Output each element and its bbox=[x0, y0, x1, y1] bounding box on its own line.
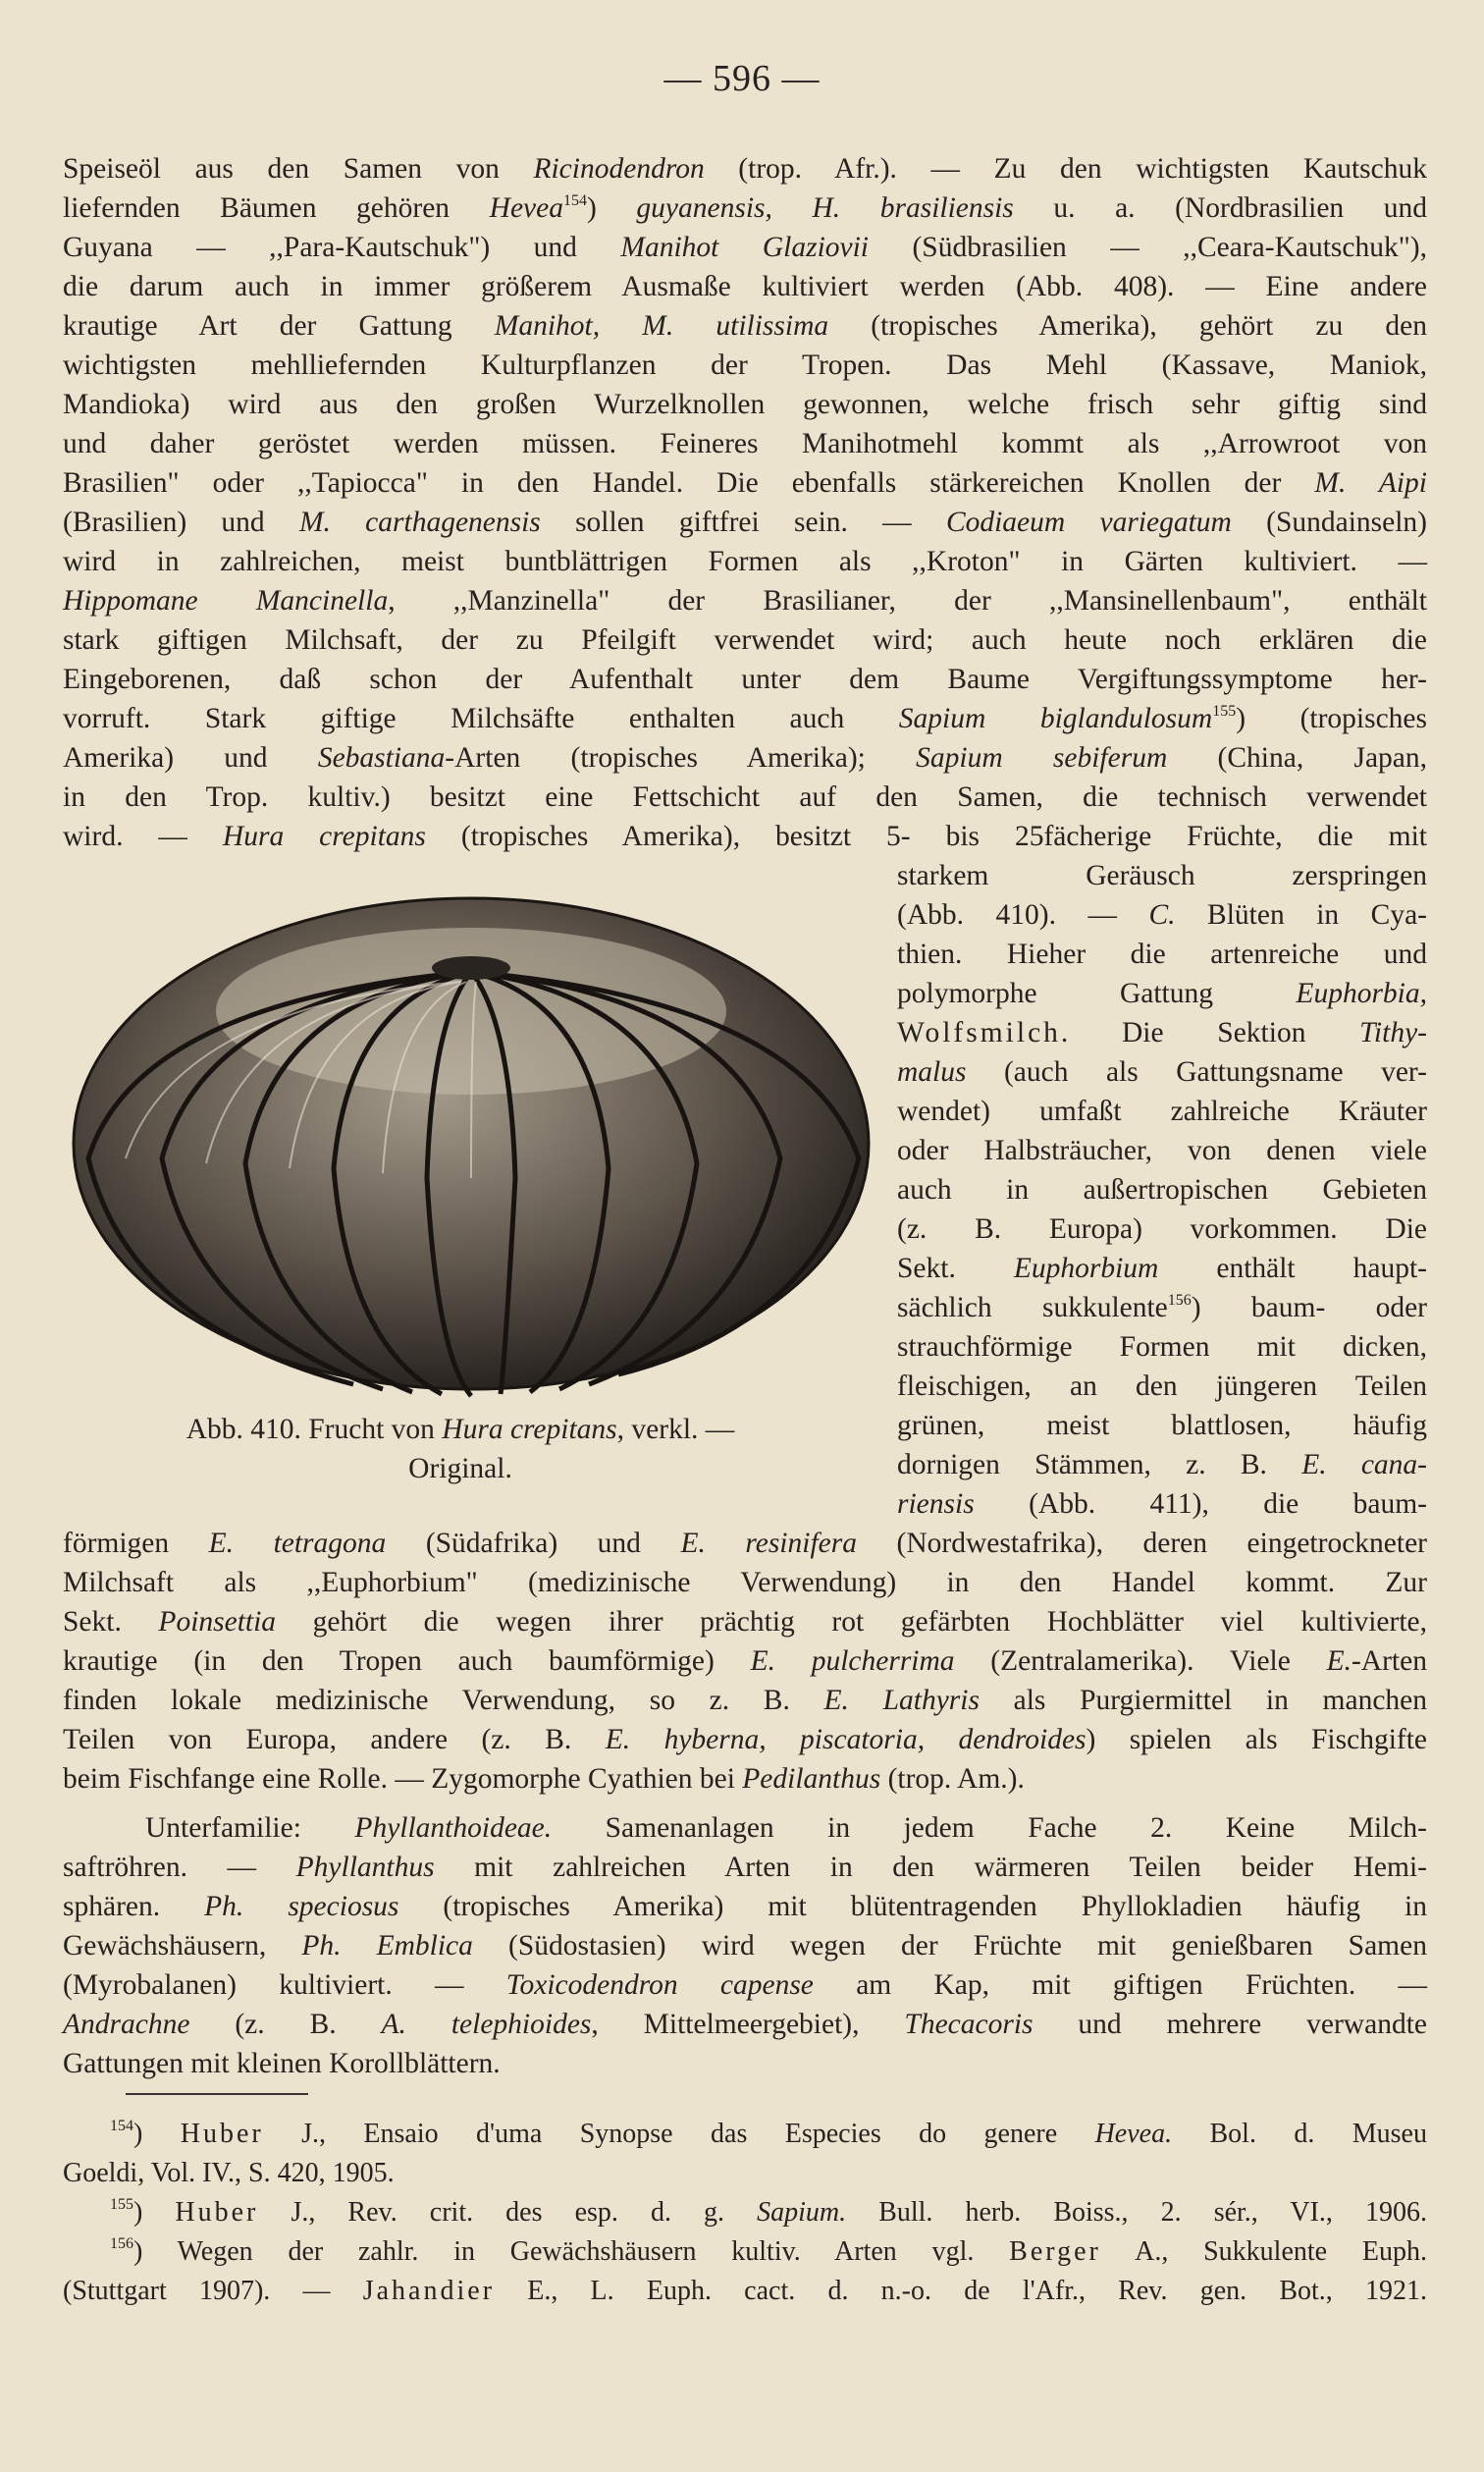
text-line: Milchsaft als ,,Euphorbium" (medizinische Verwendung) in den Handel kommt. Zur bbox=[63, 1567, 1427, 1598]
italic-term: M. Aipi bbox=[1314, 467, 1427, 499]
text-line: saftröhren. — Phyllanthus mit zahlreichen Arten in den wärmeren Teilen beider Hemi- bbox=[63, 1852, 1427, 1883]
text-line: Eingeborenen, daß schon der Aufenthalt unter dem Baume Vergiftungssymptome her- bbox=[63, 664, 1427, 695]
column-line: starkem Geräusch zerspringen bbox=[897, 860, 1427, 891]
italic-term: A. telephioides bbox=[381, 2009, 592, 2040]
italic-term: Euphorbium bbox=[1013, 1253, 1159, 1284]
italic-term: E. resinifera bbox=[680, 1528, 857, 1559]
text-line: krautige (in den Tropen auch baumförmige) E. pulcherrima (Zentralamerika). Viele E.-Arten bbox=[63, 1645, 1427, 1677]
column-line: (z. B. Europa) vorkommen. Die bbox=[897, 1213, 1427, 1245]
italic-term: Toxicodendron capense bbox=[505, 1969, 814, 2001]
text-line: Gattungen mit kleinen Korollblättern. bbox=[63, 2048, 501, 2079]
italic-term: Hevea. bbox=[1094, 2119, 1173, 2149]
italic-term: Manihot Glaziovii bbox=[620, 232, 870, 263]
text-line: Sekt. Poinsettia gehört die wegen ihrer prächtig rot gefärbten Hochblätter viel kultivierte, bbox=[63, 1606, 1427, 1638]
text-line: Teilen von Europa, andere (z. B. E. hyberna, piscatoria, dendroides) spielen als Fischgifte bbox=[63, 1724, 1428, 1755]
column-line: Wolfsmilch. Die Sektion Tithy- bbox=[897, 1017, 1427, 1048]
text-line: Guyana — ,,Para-Kautschuk") und Manihot Glaziovii (Südbrasilien — ,,Ceara-Kautschuk"), bbox=[63, 232, 1427, 263]
text-line: (Brasilien) und M. carthagenensis sollen giftfrei sein. — Codiaeum variegatum (Sundainseln) bbox=[63, 507, 1427, 538]
italic-term: Codiaeum variegatum bbox=[945, 507, 1232, 538]
text-line: finden lokale medizinische Verwendung, so z. B. E. Lathyris als Purgiermittel in manchen bbox=[63, 1685, 1428, 1716]
column-line: oder Halbsträucher, von denen viele bbox=[897, 1135, 1427, 1166]
italic-term: E. tetragona bbox=[208, 1528, 387, 1559]
text-line: beim Fischfange eine Rolle. — Zygomorphe Cyathien bei Pedilanthus (trop. Am.). bbox=[63, 1763, 1025, 1795]
column-line: wendet) umfaßt zahlreiche Kräuter bbox=[897, 1096, 1427, 1127]
column-line: (Abb. 410). — C. Blüten in Cya- bbox=[897, 899, 1427, 931]
footnote-line: $^{154}$) Huber J., Ensaio d'uma Synopse das Especies do genere Hevea. Bol. d. Museu bbox=[110, 2118, 1427, 2149]
text-line: krautige Art der Gattung Manihot, M. utilissima (tropisches Amerika), gehört zu den bbox=[63, 310, 1428, 342]
footnote-divider bbox=[126, 2093, 308, 2095]
italic-term: Hura crepitans bbox=[442, 1414, 617, 1445]
italic-term: Ph. Emblica bbox=[301, 1930, 473, 1961]
italic-term: Poinsettia bbox=[158, 1606, 277, 1638]
text-line: förmigen E. tetragona (Südafrika) und E. resinifera (Nordwestafrika), deren eingetrockneter bbox=[63, 1528, 1427, 1559]
text-line: und daher geröstet werden müssen. Feineres Manihotmehl kommt als ,,Arrowroot von bbox=[63, 428, 1427, 459]
hura-crepitans-fruit-illustration bbox=[69, 884, 883, 1404]
text-line: die darum auch in immer größerem Ausmaße kultiviert werden (Abb. 408). — Eine andere bbox=[63, 271, 1427, 302]
italic-term: Sapium. bbox=[757, 2197, 847, 2228]
italic-term: Sapium biglandulosum bbox=[898, 703, 1213, 734]
footnote-ref: 155 bbox=[110, 2196, 133, 2213]
text-line: Gewächshäusern, Ph. Emblica (Südostasien) wird wegen der Früchte mit genießbaren Samen bbox=[63, 1930, 1427, 1961]
text-line: Brasilien" oder ,,Tapiocca" in den Handel. Die ebenfalls stärkereichen Knollen der M. Aipi bbox=[63, 467, 1427, 499]
text-line: wird. — Hura crepitans (tropisches Amerika), besitzt 5- bis 25fächerige Früchte, die mit bbox=[63, 821, 1428, 852]
footnote-line: $^{155}$) Huber J., Rev. crit. des esp. d. g. Sapium. Bull. herb. Boiss., 2. sér., VI., 1906. bbox=[110, 2196, 1427, 2228]
italic-term: C. bbox=[1148, 899, 1176, 931]
italic-term: E. Lathyris bbox=[823, 1685, 980, 1716]
italic-term: Ricinodendron bbox=[533, 153, 705, 185]
italic-term: guyanensis, H. brasiliensis bbox=[636, 192, 1014, 224]
column-line: grünen, meist blattlosen, häufig bbox=[897, 1410, 1427, 1441]
text-line: Andrachne (z. B. A. telephioides, Mittelmeergebiet), Thecacoris und mehrere verwandte bbox=[63, 2009, 1427, 2040]
footnote-ref: 156 bbox=[1167, 1292, 1192, 1309]
column-line: sächlich sukkulente$^{156}$) baum- oder bbox=[897, 1292, 1428, 1323]
italic-term: Hippomane Mancinella bbox=[63, 585, 389, 617]
italic-term: Hura crepitans bbox=[222, 821, 426, 852]
column-line: auch in außertropischen Gebieten bbox=[897, 1174, 1427, 1206]
text-line: in den Trop. kultiv.) besitzt eine Fettschicht auf den Samen, die technisch verwendet bbox=[63, 781, 1427, 813]
spaced-name: Huber bbox=[180, 2119, 264, 2149]
spaced-name: Berger bbox=[1009, 2236, 1101, 2267]
italic-term: Phyllanthoideae. bbox=[354, 1812, 553, 1844]
text-line: Hippomane Mancinella, ,,Manzinella" der Brasilianer, der ,,Mansinellenbaum", enthält bbox=[63, 585, 1428, 617]
italic-term: malus bbox=[897, 1056, 967, 1088]
italic-term: Manihot, M. utilissima bbox=[494, 310, 829, 342]
column-line: malus (auch als Gattungsname ver- bbox=[897, 1056, 1427, 1088]
caption-line: Original. bbox=[408, 1453, 512, 1484]
footnote-ref: 156 bbox=[110, 2235, 133, 2252]
text-line: sphären. Ph. speciosus (tropisches Amerika) mit blütentragenden Phyllokladien häufig in bbox=[63, 1891, 1428, 1922]
text-line: Mandioka) wird aus den großen Wurzelknollen gewonnen, welche frisch sehr giftig sind bbox=[63, 389, 1427, 420]
text-line: stark giftigen Milchsaft, der zu Pfeilgift verwendet wird; auch heute noch erklären die bbox=[63, 624, 1427, 656]
italic-term: Euphorbia, bbox=[1296, 978, 1427, 1009]
footnote-ref: 154 bbox=[110, 2118, 133, 2134]
italic-term: riensis bbox=[897, 1488, 975, 1520]
column-line: fleischigen, an den jüngeren Teilen bbox=[897, 1370, 1427, 1402]
italic-term: E. hyberna, piscatoria, dendroides bbox=[605, 1724, 1086, 1755]
italic-term: Sebastiana bbox=[317, 742, 446, 774]
text-line: wichtigsten mehlliefernden Kulturpflanzen der Tropen. Das Mehl (Kassave, Maniok, bbox=[63, 349, 1427, 381]
text-line: vorruft. Stark giftige Milchsäfte enthalten auch Sapium biglandulosum$^{155}$) (tropisches bbox=[63, 703, 1428, 734]
figure-caption bbox=[63, 1410, 858, 1488]
spaced-name: Jahandier bbox=[362, 2276, 496, 2306]
column-line: dornigen Stämmen, z. B. E. cana- bbox=[897, 1449, 1427, 1480]
text-line: Speiseöl aus den Samen von Ricinodendron (trop. Afr.). — Zu den wichtigsten Kautschuk bbox=[63, 153, 1427, 185]
text-line: Amerika) und Sebastiana-Arten (tropisches Amerika); Sapium sebiferum (China, Japan, bbox=[63, 742, 1428, 774]
footnote-line: $^{156}$) Wegen der zahlr. in Gewächshäusern kultiv. Arten vgl. Berger A., Sukkulente Euph. bbox=[110, 2235, 1427, 2267]
column-line: riensis (Abb. 411), die baum- bbox=[897, 1488, 1427, 1520]
italic-term: Hevea bbox=[489, 192, 563, 224]
italic-term: Phyllanthus bbox=[295, 1852, 435, 1883]
italic-term: Ph. speciosus bbox=[204, 1891, 399, 1922]
italic-term: Andrachne bbox=[63, 2009, 190, 2040]
italic-term: Pedilanthus bbox=[742, 1763, 881, 1795]
caption-line: Abb. 410. Frucht von Hura crepitans, verkl. — bbox=[186, 1414, 735, 1445]
italic-term: M. carthagenensis bbox=[298, 507, 541, 538]
italic-term: E. bbox=[1326, 1645, 1352, 1677]
italic-term: E. pulcherrima bbox=[750, 1645, 955, 1677]
column-line: strauchförmige Formen mit dicken, bbox=[897, 1331, 1427, 1363]
footnote-ref: 155 bbox=[1212, 703, 1237, 720]
column-line: polymorphe Gattung Euphorbia, bbox=[897, 978, 1427, 1009]
column-line: thien. Hieher die artenreiche und bbox=[897, 939, 1427, 970]
footnote-line: (Stuttgart 1907). — Jahandier E., L. Euph. cact. d. n.-o. de l'Afr., Rev. gen. Bot., 1921. bbox=[63, 2276, 1427, 2306]
italic-term: E. cana- bbox=[1301, 1449, 1427, 1480]
footnote-line: Goeldi, Vol. IV., S. 420, 1905. bbox=[63, 2158, 395, 2188]
footnote-ref: 154 bbox=[563, 192, 587, 209]
italic-term: Tithy- bbox=[1359, 1017, 1427, 1048]
text-line: Unterfamilie: Phyllanthoideae. Samenanlagen in jedem Fache 2. Keine Milch- bbox=[145, 1812, 1427, 1844]
spaced-name: Huber bbox=[175, 2197, 259, 2228]
italic-term: Sapium sebiferum bbox=[916, 742, 1168, 774]
spaced-name: Wolfsmilch bbox=[897, 1017, 1061, 1048]
page-number: — 596 — bbox=[663, 58, 821, 99]
text-line: (Myrobalanen) kultiviert. — Toxicodendron capense am Kap, mit giftigen Früchten. — bbox=[63, 1969, 1427, 2001]
text-line: wird in zahlreichen, meist buntblättrigen Formen als ,,Kroton" in Gärten kultiviert. — bbox=[63, 546, 1427, 577]
italic-term: Thecacoris bbox=[904, 2009, 1034, 2040]
column-line: Sekt. Euphorbium enthält haupt- bbox=[897, 1253, 1428, 1284]
text-line: liefernden Bäumen gehören Hevea$^{154}$) guyanensis, H. brasiliensis u. a. (Nordbrasilien und bbox=[63, 192, 1428, 224]
